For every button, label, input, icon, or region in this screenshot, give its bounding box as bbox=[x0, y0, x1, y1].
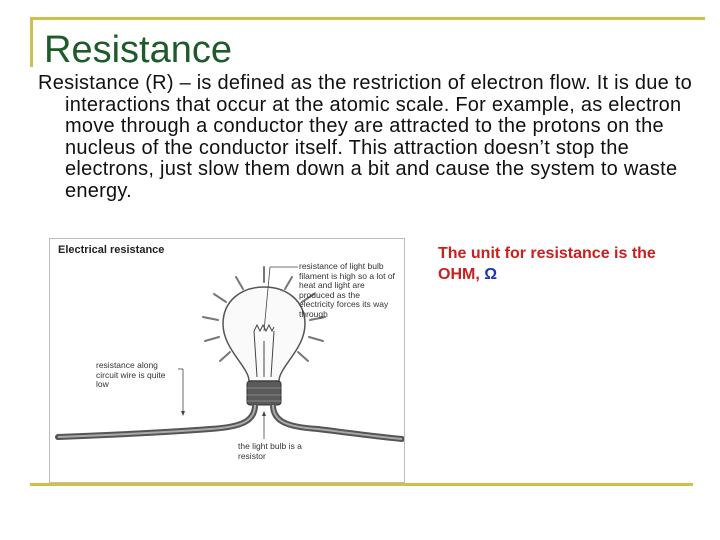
ohm-unit-note-text: The unit for resistance is the OHM, bbox=[438, 245, 656, 283]
bulb-resistance-caption: resistance of light bulb filament is high so a lot of heat and light are produced as the electricity forces its way through bbox=[299, 261, 395, 319]
resistor-caption: the light bulb is a resistor bbox=[238, 441, 302, 461]
slide-title: Resistance bbox=[44, 29, 232, 71]
slide-frame-top bbox=[30, 17, 705, 20]
slide-body-text: Resistance (R) – is defined as the restriction of electron flow. It is due to interactions that occur at the atomic scale. For example, as electron move through a conductor they are attracted to the protons on the nucleus of the conductor itself. This attraction doesn’t stop the electrons, just slow them down a bit and cause the system to waste energy. bbox=[38, 72, 692, 202]
ohm-unit-note bbox=[438, 243, 678, 285]
slide-frame-left bbox=[30, 17, 33, 67]
wire-resistance-caption: resistance along circuit wire is quite low bbox=[96, 360, 166, 389]
electrical-resistance-figure bbox=[49, 238, 405, 483]
slide-frame-bottom bbox=[30, 483, 693, 486]
figure-title: Electrical resistance bbox=[58, 244, 165, 256]
ohm-symbol: Ω bbox=[484, 266, 498, 283]
